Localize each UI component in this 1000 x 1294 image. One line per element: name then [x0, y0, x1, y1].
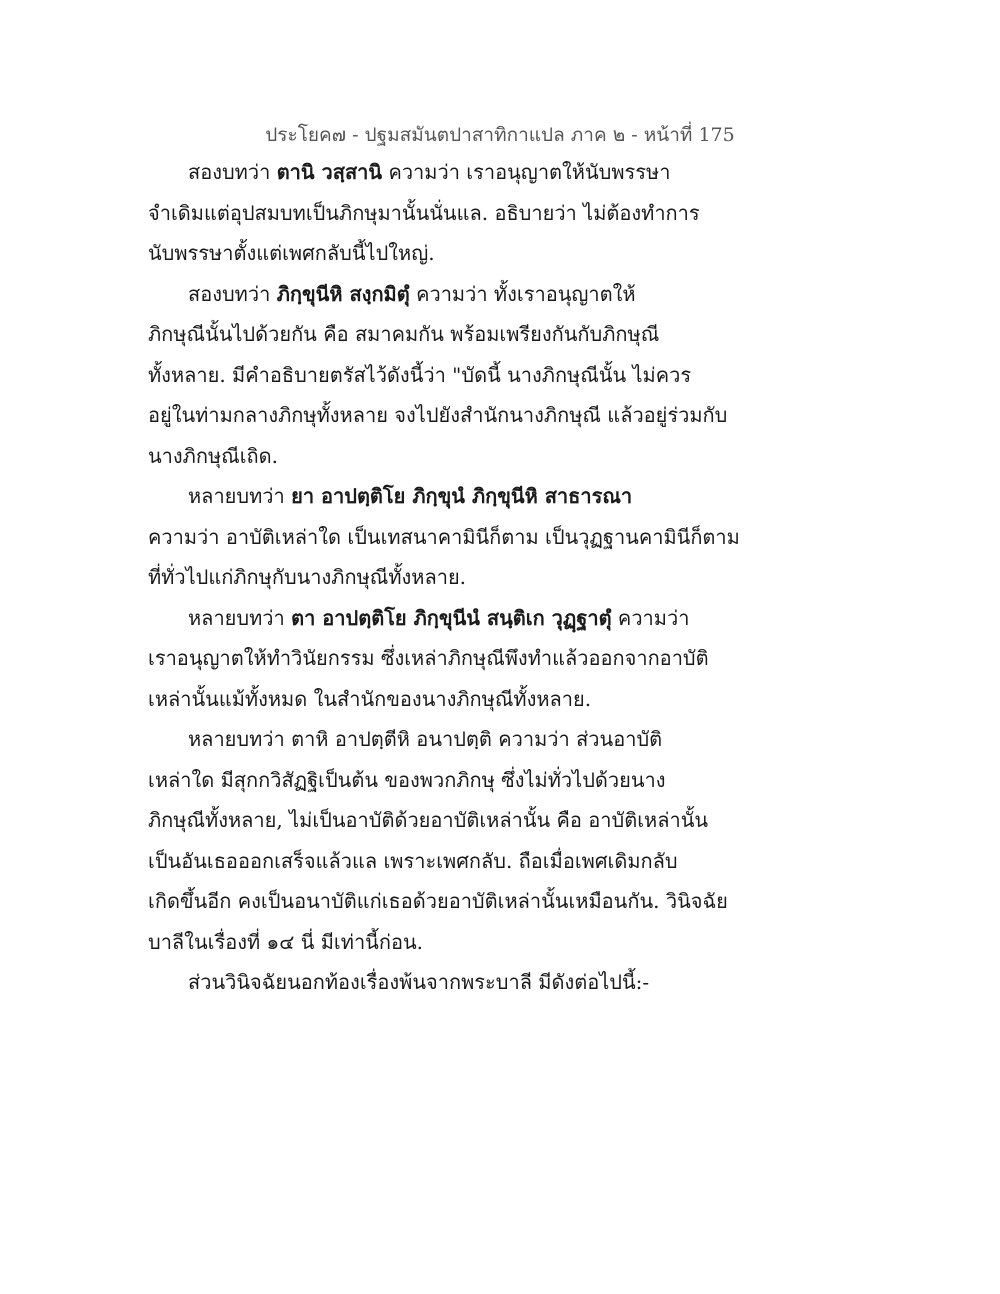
pali-term: ตา อาปตฺติโย ภิกฺขุนีนํ สนฺติเก วุฏฺฐาตุํ: [291, 605, 612, 630]
paragraph-first-line: [148, 962, 708, 1003]
text-run: ความว่า: [611, 605, 690, 630]
text-line: เหล่านั้นแม้ทั้งหมด ในสำนักของนางภิกษุณีทั้งหลาย.: [148, 686, 592, 711]
paragraph-first-line: [148, 152, 708, 193]
paragraph: [148, 962, 708, 1003]
text-line: เราอนุญาตให้ทำวินัยกรรม ซึ่งเหล่าภิกษุณีพึงทำแล้วออกจากอาบัติ: [148, 646, 709, 670]
paragraph: [148, 274, 728, 477]
page-header: ประโยค๗ - ปฐมสมันตปาสาทิกาแปล ภาค ๒ - หน้าที่ 175: [265, 124, 735, 146]
text-run: ความว่า ทั้งเราอนุญาตให้: [409, 281, 636, 306]
text-line: ภิกษุณีทั้งหลาย, ไม่เป็นอาบัติด้วยอาบัติเหล่านั้น คือ อาบัติเหล่านั้น: [148, 808, 709, 832]
text-run: สองบทว่า: [188, 160, 277, 184]
paragraph-first-line: [148, 476, 708, 517]
text-line: เกิดขึ้นอีก คงเป็นอนาบัติแก่เธอด้วยอาบัติเหล่านั้นเหมือนกัน. วินิจฉัย: [148, 889, 728, 913]
paragraph: [148, 476, 740, 598]
pali-term: ตานิ วสฺสานิ: [276, 160, 383, 184]
pali-term: ภิกฺขุนีหิ สงฺกมิตุํ: [276, 281, 410, 306]
text-line: ทั้งหลาย. มีคำอธิบายตรัสไว้ดังนี้ว่า "บัดนี้ นางภิกษุณีนั้น ไม่ควร: [148, 362, 692, 387]
text-run: ความว่า เราอนุญาตให้นับพรรษา: [382, 160, 671, 184]
text-run: หลายบทว่า ตาหิ อาปตฺตีหิ อนาปตฺติ ความว่า ส่วนอาบัติ: [188, 727, 663, 751]
paragraph: [148, 152, 708, 274]
text-line: ความว่า อาบัติเหล่าใด เป็นเทสนาคามินีก็ตาม เป็นวุฏฐานคามินีก็ตาม: [148, 524, 740, 549]
text-line: ที่ทั่วไปแก่ภิกษุกับนางภิกษุณีทั้งหลาย.: [148, 565, 467, 589]
body-text: [148, 152, 740, 1003]
text-run: หลายบทว่า: [188, 605, 292, 630]
text-line: นางภิกษุณีเถิด.: [148, 443, 278, 468]
paragraph-first-line: [148, 719, 708, 760]
pali-term: ยา อาปตฺติโย ภิกฺขุนํ ภิกฺขุนีหิ สาธารณา: [291, 484, 633, 508]
paragraph-first-line: [148, 274, 708, 315]
paragraph-first-line: [148, 598, 708, 639]
text-line: เหล่าใด มีสุกกวิสัฏฐิเป็นต้น ของพวกภิกษุ ซึ่งไม่ทั่วไปด้วยนาง: [148, 767, 666, 792]
text-line: จำเดิมแต่อุปสมบทเป็นภิกษุมานั้นนั่นแล. อธิบายว่า ไม่ต้องทำการ: [148, 200, 700, 225]
text-run: หลายบทว่า: [188, 484, 292, 508]
text-line: ภิกษุณีนั้นไปด้วยกัน คือ สมาคมกัน พร้อมเพรียงกันกับภิกษุณี: [148, 322, 660, 346]
text-run: สองบทว่า: [188, 281, 277, 306]
text-line: บาลีในเรื่องที่ ๑๔ นี่ มีเท่านี้ก่อน.: [148, 929, 423, 954]
text-run: ส่วนวินิจฉัยนอกท้องเรื่องพ้นจากพระบาลี มีดังต่อไปนี้:-: [188, 970, 650, 994]
text-line: นับพรรษาตั้งแต่เพศกลับนี้ไปใหญ่.: [148, 241, 435, 265]
text-line: เป็นอันเธอออกเสร็จแล้วแล เพราะเพศกลับ. ถือเมื่อเพศเดิมกลับ: [148, 848, 678, 873]
paragraph: [148, 598, 708, 720]
text-line: อยู่ในท่ามกลางภิกษุทั้งหลาย จงไปยังสำนักนางภิกษุณี แล้วอยู่ร่วมกับ: [148, 403, 728, 427]
paragraph: [148, 719, 728, 962]
